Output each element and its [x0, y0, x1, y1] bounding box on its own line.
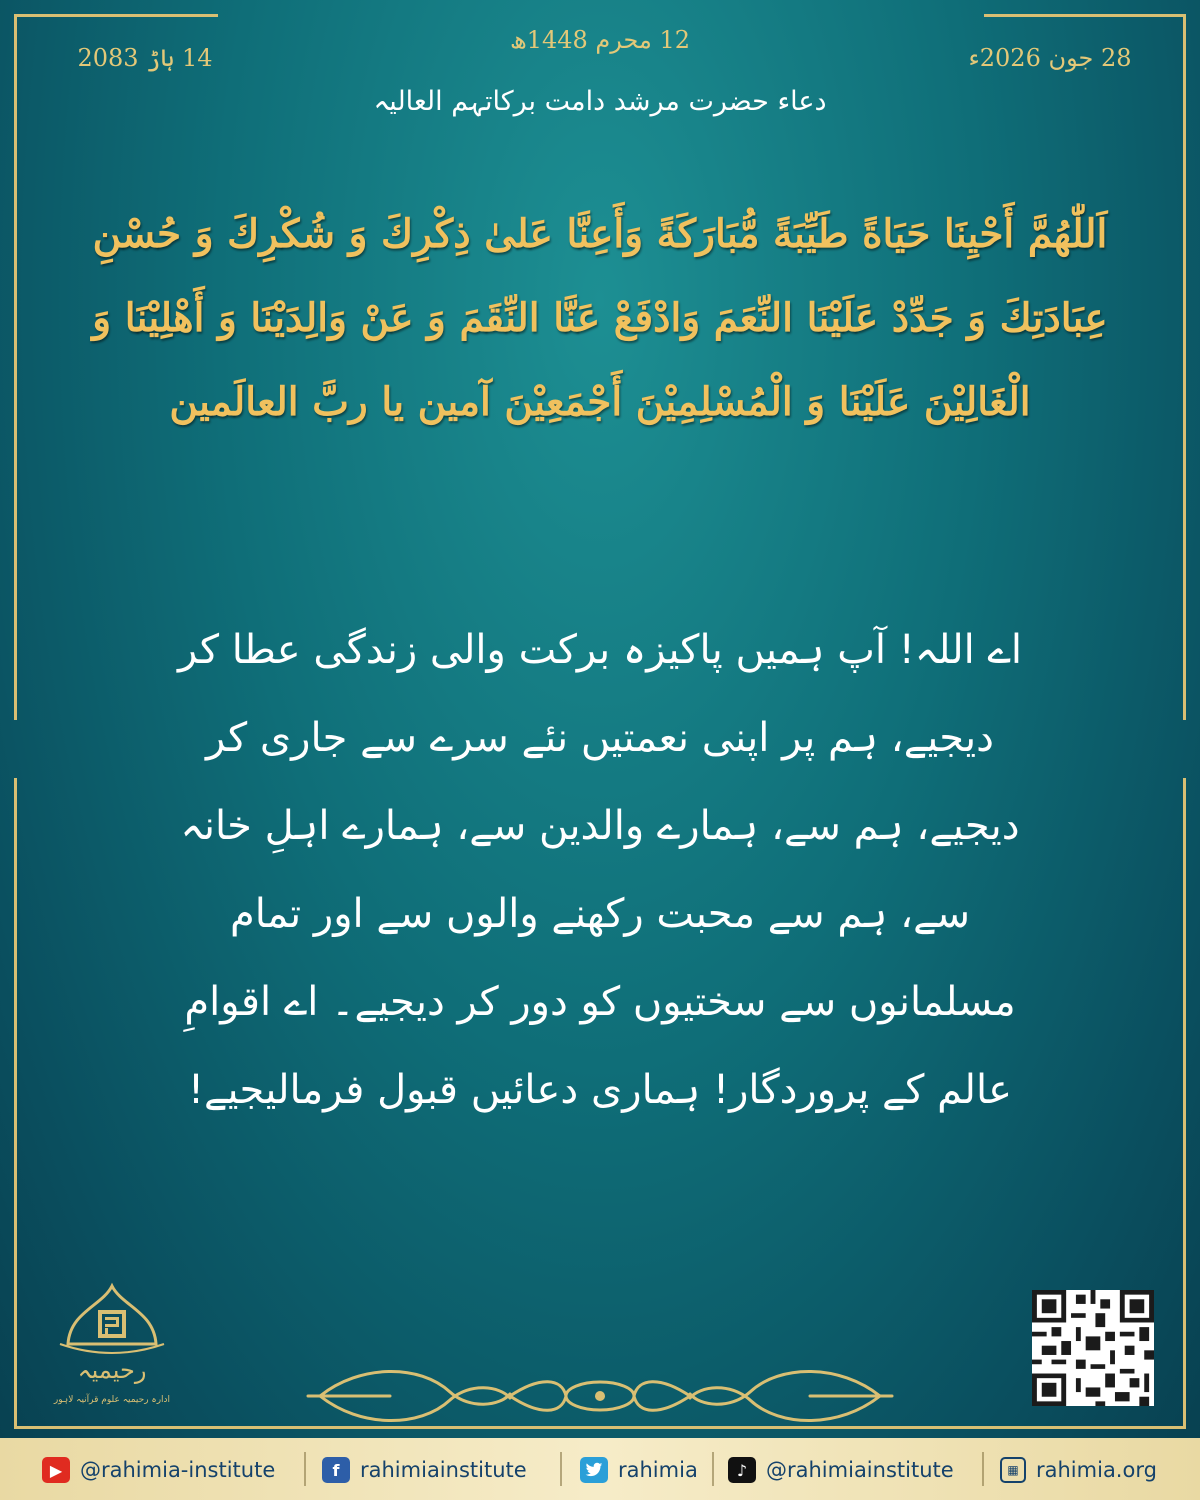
footer-bar: [0, 1438, 1200, 1500]
website-icon: ▦: [1000, 1457, 1026, 1483]
hijri-date: 12 محرم 1448ھ: [509, 26, 691, 54]
urdu-translation: اے اللہ! آپ ہمیں پاکیزہ برکت والی زندگی عطا کر دیجیے، ہم پر اپنی نعمتیں نئے سرے سے جاری کر دیجیے، ہم سے، ہمارے والدین سے، ہمارے اہلِ خانہ سے، ہم سے محبت رکھنے والوں سے اور تمام مسلمانوں سے سختیوں کو دور کر دیجیے۔ اے اقوامِ عالم کے پروردگار! ہماری دعائیں قبول فرمالیجیے!: [177, 627, 1023, 1113]
ornament-divider: [300, 1366, 900, 1426]
facebook-icon: f: [322, 1457, 350, 1483]
youtube-handle: @rahimia-institute: [80, 1458, 276, 1482]
tiktok-link[interactable]: [728, 1456, 954, 1484]
youtube-icon: ▶: [42, 1457, 70, 1483]
divider: [982, 1452, 984, 1486]
page-title: دعاء حضرت مرشد دامت برکاتہم العالیہ: [373, 86, 827, 117]
divider: [304, 1452, 306, 1486]
logo-subtext: ادارہ رحیمیہ علوم قرآنیہ لاہور: [53, 1395, 171, 1405]
website-link[interactable]: [1000, 1456, 1157, 1484]
logo-text: رحیمیہ: [77, 1356, 147, 1384]
facebook-link[interactable]: [322, 1456, 527, 1484]
website-url: rahimia.org: [1036, 1458, 1157, 1482]
tiktok-handle: @rahimiainstitute: [766, 1458, 954, 1482]
frame-right-top: [1183, 14, 1186, 720]
frame-left-bottom: [14, 778, 17, 1428]
twitter-link[interactable]: [580, 1456, 698, 1484]
twitter-icon: [580, 1457, 608, 1483]
local-date: 14 ہاڑ 2083: [77, 44, 213, 72]
frame-top-right: [984, 14, 1186, 17]
institute-logo: [42, 1282, 182, 1412]
divider: [712, 1452, 714, 1486]
gregorian-date: 28 جون 2026ء: [968, 44, 1132, 72]
frame-left-top: [14, 14, 17, 720]
twitter-handle: rahimia: [618, 1458, 698, 1482]
facebook-handle: rahimiainstitute: [360, 1458, 527, 1482]
qr-code: [1032, 1290, 1154, 1406]
frame-bottom: [14, 1426, 1186, 1429]
divider: [560, 1452, 562, 1486]
frame-right-bottom: [1183, 778, 1186, 1428]
tiktok-icon: ♪: [728, 1457, 756, 1483]
youtube-link[interactable]: [42, 1456, 275, 1484]
frame-top-left: [14, 14, 218, 17]
arabic-dua: اَللّٰهُمَّ أَحْيِنَا حَيَاةً طَيِّبَةً مُّبَارَكَةً وَأَعِنَّا عَلىٰ ذِكْرِكَ وَ شُكْرِكَ وَ حُسْنِ عِبَادَتِكَ وَ جَدِّدْ عَلَيْنَا النِّعَمَ وَادْفَعْ عَنَّا النِّقَمَ وَ عَنْ وَالِدَيْنَا وَ أَهْلِيْنَا وَ الْغَالِيْنَ عَلَيْنَا وَ الْمُسْلِمِيْنَ أَجْمَعِيْنَ آمين يا ربَّ العالَمين: [92, 211, 1108, 425]
